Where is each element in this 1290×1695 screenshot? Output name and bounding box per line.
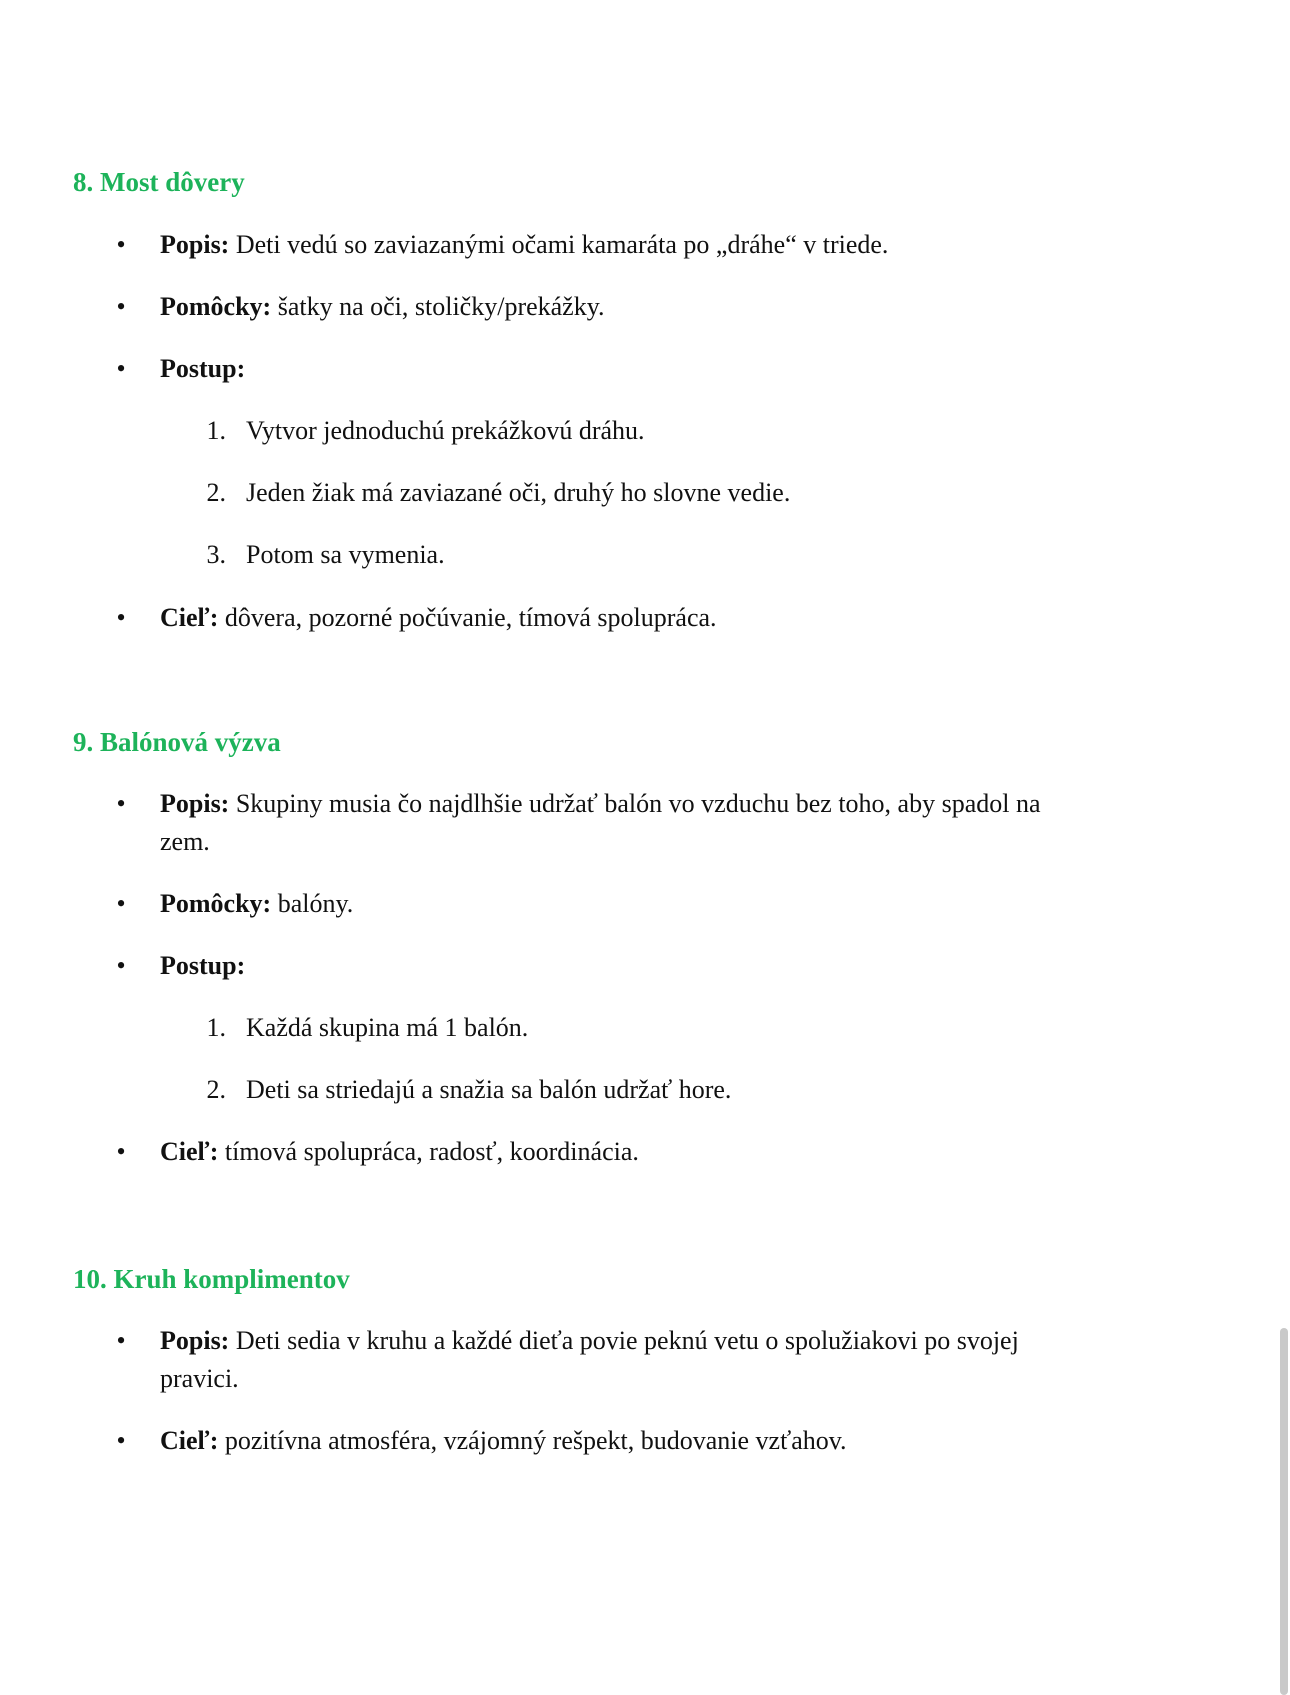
list-item-pomocky — [160, 288, 1160, 326]
step-text: Deti sa striedajú a snažia sa balón udržať hore. — [246, 1075, 732, 1104]
step-number: 1. — [206, 416, 226, 445]
step-number: 3. — [206, 540, 226, 569]
item-label: Postup: — [160, 354, 246, 383]
bullet-icon — [114, 1322, 128, 1360]
list-item-ciel — [160, 1133, 1160, 1171]
step-number: 1. — [206, 1013, 226, 1042]
list-item-postup — [160, 947, 1160, 985]
item-value: Deti vedú so zaviazanými očami kamaráta po „dráhe“ v triede. — [229, 230, 889, 259]
item-value: pozitívna atmosféra, vzájomný rešpekt, budovanie vzťahov. — [218, 1426, 847, 1455]
bullet-icon — [114, 226, 128, 264]
list-item-pomocky — [160, 885, 1160, 923]
item-label: Pomôcky: — [160, 292, 272, 321]
item-value-continued: zem. — [160, 827, 210, 856]
step-text: Vytvor jednoduchú prekážkovú dráhu. — [246, 416, 645, 445]
step-number: 2. — [206, 478, 226, 507]
bullet-icon — [114, 1133, 128, 1171]
item-value: balóny. — [271, 889, 354, 918]
item-label: Cieľ: — [160, 1426, 219, 1455]
item-value: tímová spolupráca, radosť, koordinácia. — [218, 1137, 639, 1166]
section-heading: 9. Balónová výzva — [73, 727, 281, 757]
bullet-icon — [114, 350, 128, 388]
list-item-popis — [160, 1322, 1160, 1398]
list-item-ciel — [160, 599, 1160, 637]
item-label: Popis: — [160, 1326, 230, 1355]
list-item-postup — [160, 350, 1160, 388]
list-item-popis — [160, 226, 1160, 264]
step-text: Potom sa vymenia. — [246, 540, 445, 569]
list-item-popis — [160, 785, 1160, 861]
bullet-icon — [114, 599, 128, 637]
section-heading: 8. Most dôvery — [73, 167, 245, 197]
item-value: Skupiny musia čo najdlhšie udržať balón vo vzduchu bez toho, aby spadol na — [229, 789, 1041, 818]
list-item-ciel — [160, 1422, 1160, 1460]
scrollbar[interactable] — [1276, 0, 1290, 1695]
item-value: Deti sedia v kruhu a každé dieťa povie peknú vetu o spolužiakovi po svojej — [229, 1326, 1019, 1355]
item-value: dôvera, pozorné počúvanie, tímová spolupráca. — [218, 603, 717, 632]
item-label: Cieľ: — [160, 603, 219, 632]
scrollbar-thumb[interactable] — [1280, 1328, 1288, 1695]
step-text: Jeden žiak má zaviazané oči, druhý ho slovne vedie. — [246, 478, 791, 507]
section-heading: 10. Kruh komplimentov — [73, 1264, 350, 1294]
bullet-icon — [114, 785, 128, 823]
step-number: 2. — [206, 1075, 226, 1104]
item-label: Postup: — [160, 951, 246, 980]
step-text: Každá skupina má 1 balón. — [246, 1013, 529, 1042]
item-label: Pomôcky: — [160, 889, 272, 918]
bullet-icon — [114, 947, 128, 985]
bullet-icon — [114, 885, 128, 923]
item-value-continued: pravici. — [160, 1364, 239, 1393]
bullet-icon — [114, 1422, 128, 1460]
item-label: Popis: — [160, 230, 230, 259]
item-value: šatky na oči, stoličky/prekážky. — [271, 292, 605, 321]
item-label: Popis: — [160, 789, 230, 818]
item-label: Cieľ: — [160, 1137, 219, 1166]
bullet-icon — [114, 288, 128, 326]
